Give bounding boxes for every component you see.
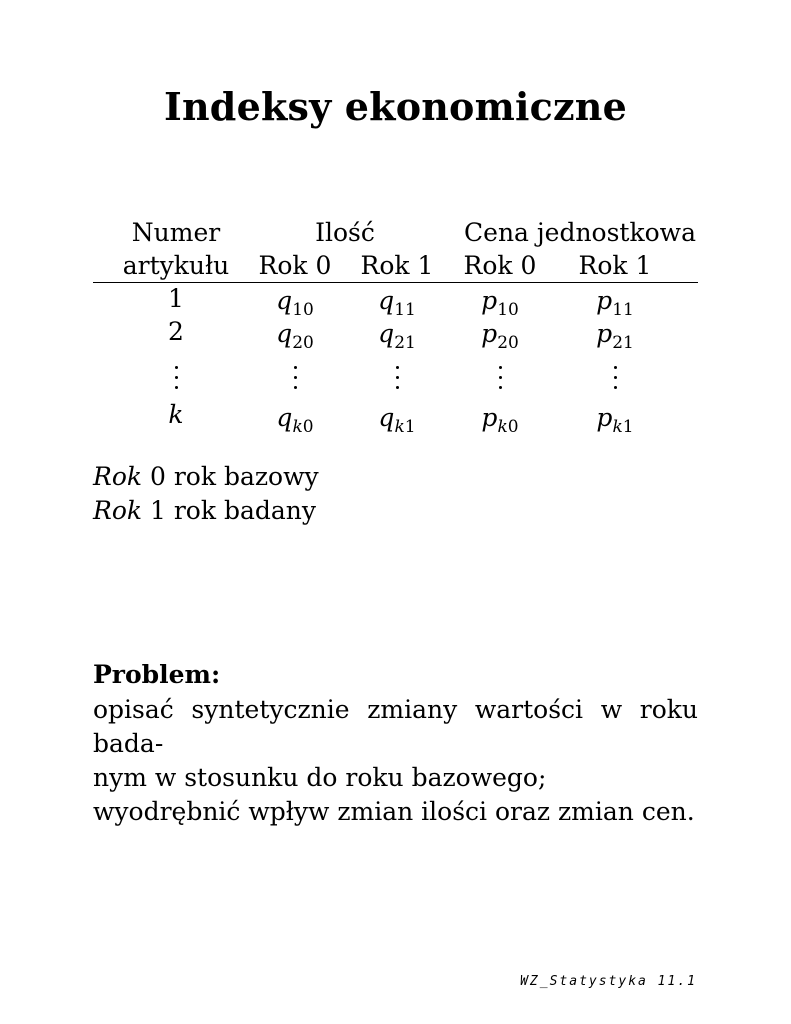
- problem-line-2: nym w stosunku do roku bazowego;: [93, 763, 547, 792]
- vdots-p1: [608, 366, 622, 396]
- problem-text: [93, 693, 698, 829]
- legend-rok1: Rok 1 rok badany: [93, 496, 316, 525]
- row1-p1: $p_{11}$: [596, 286, 634, 320]
- row2-p0: $p_{20}$: [481, 319, 519, 353]
- problem-heading: Problem:: [93, 660, 221, 689]
- row1-p0: $p_{10}$: [481, 286, 519, 320]
- rowk-q0: $q_{k0}$: [276, 403, 314, 437]
- row1-num: 1: [168, 284, 184, 313]
- vdots-q1: [390, 366, 404, 396]
- legend-rok0: Rok 0 rok bazowy: [93, 462, 319, 491]
- rowk-q1: $q_{k1}$: [378, 403, 416, 437]
- page-footer: WZ_Statystyka 11.1: [520, 974, 697, 989]
- page-title: Indeksy ekonomiczne: [164, 84, 627, 129]
- row2-q0: $q_{20}$: [276, 319, 314, 353]
- row1-q1: $q_{11}$: [378, 286, 416, 320]
- problem-line-3: wyodrębnić wpływ zmian ilości oraz zmian cen.: [93, 797, 695, 826]
- vdots-q0: [288, 366, 302, 396]
- problem-line-1: opisać syntetycznie zmiany wartości w roku bada-: [93, 695, 698, 758]
- header-q-rok1: Rok 1: [360, 251, 434, 280]
- rowk-p1: $p_{k1}$: [596, 403, 634, 437]
- rowk-num: k: [168, 400, 184, 429]
- row2-q1: $q_{21}$: [378, 319, 416, 353]
- header-p-rok0: Rok 0: [463, 251, 537, 280]
- header-cena: Cena jednostkowa: [464, 218, 696, 247]
- header-p-rok1: Rok 1: [578, 251, 652, 280]
- header-ilosc: Ilość: [315, 218, 375, 247]
- header-q-rok0: Rok 0: [258, 251, 332, 280]
- table-rule: [93, 282, 698, 283]
- rowk-p0: $p_{k0}$: [481, 403, 519, 437]
- vdots-num: [169, 366, 183, 396]
- row2-p1: $p_{21}$: [596, 319, 634, 353]
- row1-q0: $q_{10}$: [276, 286, 314, 320]
- header-numer: Numer: [131, 218, 221, 247]
- vdots-p0: [493, 366, 507, 396]
- row2-num: 2: [168, 317, 184, 346]
- header-artykulu: artykułu: [122, 251, 230, 280]
